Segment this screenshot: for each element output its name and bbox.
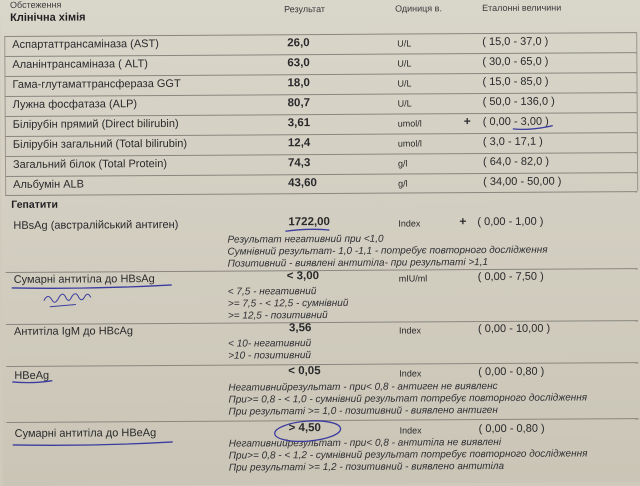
- note-line: При>= 0,8 - < 1,2 - сумнівний результат потребує повторного дослідження: [228, 448, 588, 462]
- row-unit: g/l: [397, 158, 408, 169]
- row-name: Лужна фосфатаза (ALP): [12, 98, 138, 111]
- row-value: 26,0: [287, 37, 310, 50]
- section-chemistry: Клінічна хімія: [10, 11, 86, 24]
- row-unit: U/L: [397, 58, 412, 69]
- row-unit: Index: [399, 425, 422, 436]
- row-ref: ( 30,0 - 65,0 ): [482, 55, 549, 69]
- row-name: Сумарні антитіла до HBeAg: [14, 427, 157, 440]
- pen-underline-anti-hbs: [12, 285, 172, 289]
- row-name: HBeAg: [14, 369, 50, 382]
- row-name: Загальний білок (Total Protein): [12, 157, 168, 171]
- note-line: >10 - позитивний: [228, 350, 311, 362]
- row-name: Сумарні антитіла до HBsAg: [13, 273, 155, 286]
- row-unit: umol/l: [397, 118, 422, 129]
- row-ref: ( 34,00 - 50,00 ): [483, 175, 562, 189]
- row-value: > 4,50: [288, 422, 321, 435]
- row-name: Аланінтрансаміназа ( ALT): [12, 58, 148, 71]
- row-value: 74,3: [287, 157, 311, 170]
- row-unit: Index: [399, 368, 422, 379]
- section-hepatitis: Гепатити: [11, 198, 58, 211]
- row-value: < 0,05: [288, 365, 321, 378]
- row-unit: Index: [398, 218, 421, 229]
- pen-circle-anti-hbe-value: [274, 419, 341, 444]
- row-value: 80,7: [287, 97, 311, 110]
- row-ref: ( 15,0 - 85,0 ): [482, 75, 549, 89]
- row-unit: U/L: [397, 78, 412, 89]
- row-ref: ( 0,00 - 7,50 ): [477, 270, 544, 284]
- row-ref: ( 0,00 - 3,00 ): [482, 115, 549, 129]
- header-exam: Обстеження: [9, 0, 62, 10]
- row-ref: ( 15,0 - 37,0 ): [482, 35, 549, 49]
- pen-scribble: [44, 294, 91, 307]
- row-name: Аспартаттрансаміназа (AST): [12, 38, 159, 51]
- row-unit: U/L: [397, 98, 412, 109]
- pen-underline-bilirubin: [513, 126, 553, 130]
- header-result: Результат: [284, 4, 326, 15]
- row-value: 3,61: [287, 117, 311, 130]
- row-ref: ( 0,00 - 0,80 ): [478, 422, 545, 436]
- note-line: При результаті >= 1,0 - позитивний - виявлено антиген: [228, 404, 498, 418]
- row-flag: +: [459, 214, 467, 229]
- row-unit: g/l: [398, 178, 408, 189]
- row-value: 63,0: [287, 57, 310, 70]
- note-line: При результаті >= 1,2 - позитивний - виявлено антитіла: [228, 460, 505, 474]
- row-name: Гама-глутаматтрансфераза GGT: [12, 77, 181, 91]
- pen-underline-hbsag-value: [285, 229, 329, 231]
- note-line: При>= 0,8 - < 1,0 - сумнівний результат потребує повторного дослідження: [228, 392, 588, 406]
- row-unit: umol/l: [397, 138, 422, 149]
- row-name: Білірубін загальний (Total bilirubin): [12, 137, 188, 151]
- note-line: Позитивний - виявлені антитіла- при результаті >1,1: [227, 257, 489, 270]
- row-value: 12,4: [287, 137, 311, 150]
- note-line: < 10- негативний: [228, 338, 312, 350]
- note-line: Сумнівний результат- 1,0 -1,1 - потребує повторного дослідження: [227, 244, 548, 258]
- pen-underline-hbeag: [12, 381, 52, 383]
- row-ref: ( 0,00 - 1,00 ): [477, 215, 544, 229]
- row-unit: Index: [398, 325, 422, 336]
- row-ref: ( 50,0 - 136,0 ): [482, 95, 555, 109]
- row-name: HBsAg (австралійський антиген): [13, 218, 179, 232]
- row-value: 1722,00: [288, 215, 330, 229]
- note-line: Результат негативний при <1,0: [227, 233, 384, 246]
- note-line: Негативнийрезультат - при< 0,8 - антиген не виявленс: [228, 380, 498, 394]
- row-value: 3,56: [288, 322, 312, 335]
- note-line: Негативнийрезультат - при< 0,8 - антитіла не виявлені: [228, 436, 502, 450]
- header-reference: Еталонні величини: [482, 2, 562, 14]
- row-value: < 3,00: [286, 270, 320, 283]
- row-value: 18,0: [287, 77, 310, 90]
- row-unit: mIU/ml: [398, 273, 428, 284]
- row-name: Антитіла IgM до HBcAg: [13, 325, 133, 338]
- row-ref: ( 3,0 - 17,1 ): [482, 135, 543, 149]
- row-name: Білірубін прямий (Direct bilirubin): [12, 117, 179, 131]
- row-unit: U/L: [397, 38, 412, 49]
- note-line: >= 7,5 - < 12,5 - сумнівний: [227, 297, 349, 310]
- pen-underline-anti-hbe: [13, 442, 173, 446]
- header-unit: Одиниця в.: [395, 3, 442, 14]
- row-value: 43,60: [288, 177, 317, 190]
- note-line: < 7,5 - негативний: [227, 286, 317, 298]
- row-ref: ( 0,00 - 0,80 ): [478, 365, 545, 379]
- row-ref: ( 64,0 - 82,0 ): [482, 155, 550, 169]
- row-ref: ( 0,00 - 10,00 ): [477, 322, 551, 336]
- row-flag: +: [463, 114, 471, 129]
- note-line: >= 12,5 - позитивний: [227, 310, 328, 322]
- row-name: Альбумін ALB: [13, 178, 85, 191]
